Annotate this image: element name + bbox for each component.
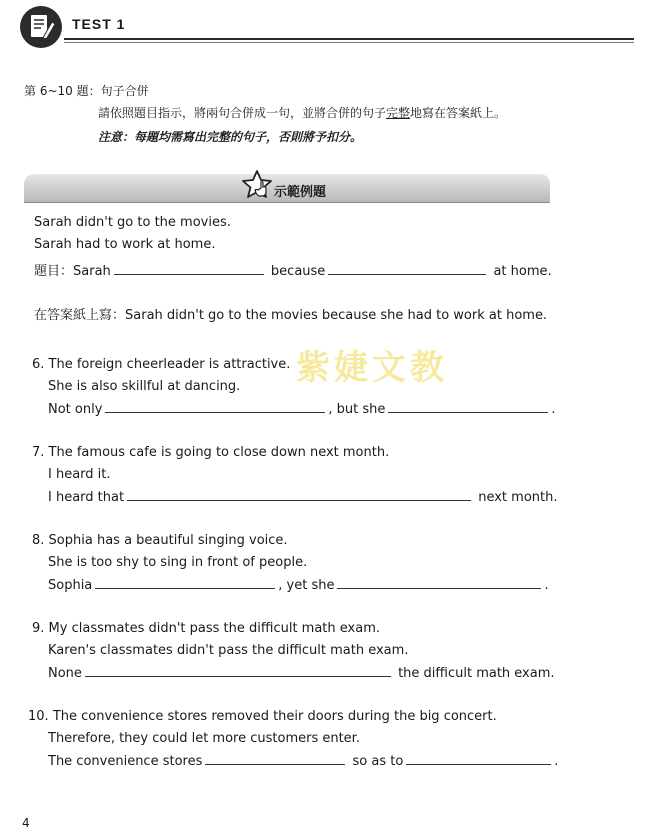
example-prompt bbox=[34, 260, 552, 279]
test-logo bbox=[20, 6, 62, 48]
pencil-paper-icon bbox=[20, 6, 62, 48]
prompt-end: . bbox=[554, 754, 559, 769]
answer-blank bbox=[105, 411, 325, 413]
answer-blank bbox=[95, 587, 275, 589]
section-instruction bbox=[98, 104, 506, 121]
prompt-start: I heard that bbox=[48, 490, 125, 505]
answer-blank bbox=[406, 763, 551, 765]
example-blank-2 bbox=[328, 273, 486, 275]
page-number: 4 bbox=[22, 816, 30, 830]
question-9-line-1 bbox=[32, 621, 380, 636]
question-number: 10. bbox=[28, 709, 49, 724]
prompt-end: . bbox=[544, 578, 549, 593]
question-sentence: The famous cafe is going to close down next month. bbox=[48, 445, 390, 460]
prompt-start: Sophia bbox=[48, 578, 93, 593]
prompt-start: None bbox=[48, 666, 82, 681]
question-6-prompt bbox=[48, 402, 556, 417]
instruction-text: 請依照題目指示，將兩句合併成一句，並將合併的句子 bbox=[98, 106, 387, 120]
example-banner-label: 示範例題 bbox=[274, 185, 327, 200]
question-10-prompt bbox=[48, 754, 558, 769]
prompt-start: The convenience stores bbox=[48, 754, 203, 769]
star-icon bbox=[240, 168, 274, 206]
question-number: 9. bbox=[32, 621, 45, 636]
header-rule bbox=[64, 38, 634, 40]
example-prompt-end: at home. bbox=[493, 264, 552, 279]
instruction-emphasis: 完整 bbox=[386, 106, 411, 120]
question-7-line-1 bbox=[32, 445, 389, 460]
question-6-line-2: She is also skillful at dancing. bbox=[48, 379, 241, 394]
question-7-prompt bbox=[48, 490, 557, 505]
question-7-line-2: I heard it. bbox=[48, 467, 111, 482]
prompt-end: next month. bbox=[478, 490, 558, 505]
example-answer: 在答案紙上寫：Sarah didn't go to the movies because she had to work at home. bbox=[34, 308, 548, 323]
prompt-mid: , but she bbox=[328, 402, 386, 417]
prompt-start: Not only bbox=[48, 402, 103, 417]
example-prompt-mid: because bbox=[270, 264, 326, 279]
question-10-line-1 bbox=[28, 709, 497, 724]
example-sentence-1: Sarah didn't go to the movies. bbox=[34, 215, 231, 230]
question-8-line-1 bbox=[32, 533, 288, 548]
prompt-mid: , yet she bbox=[278, 578, 335, 593]
question-sentence: Sophia has a beautiful singing voice. bbox=[48, 533, 288, 548]
answer-blank bbox=[85, 675, 391, 677]
test-title: TEST 1 bbox=[72, 16, 126, 32]
answer-blank bbox=[205, 763, 345, 765]
section-title: 第 6~10 題：句子合併 bbox=[24, 84, 149, 98]
question-number: 8. bbox=[32, 533, 45, 548]
prompt-end: . bbox=[551, 402, 556, 417]
header-rule-thin bbox=[64, 42, 634, 43]
answer-blank bbox=[388, 411, 548, 413]
question-10-line-2: Therefore, they could let more customers enter. bbox=[48, 731, 360, 746]
example-blank-1 bbox=[114, 273, 264, 275]
section-note: 注意：每題均需寫出完整的句子，否則將予扣分。 bbox=[98, 130, 363, 144]
answer-blank bbox=[337, 587, 541, 589]
prompt-mid: so as to bbox=[352, 754, 404, 769]
question-sentence: The foreign cheerleader is attractive. bbox=[48, 357, 291, 372]
watermark: 紫婕文教 bbox=[296, 348, 448, 388]
question-9-prompt bbox=[48, 666, 555, 681]
example-prompt-start: 題目：Sarah bbox=[34, 264, 111, 279]
question-9-line-2: Karen's classmates didn't pass the difficult math exam. bbox=[48, 643, 409, 658]
question-6-line-1 bbox=[32, 357, 290, 372]
prompt-end: the difficult math exam. bbox=[398, 666, 555, 681]
question-8-prompt bbox=[48, 578, 549, 593]
question-number: 6. bbox=[32, 357, 45, 372]
answer-blank bbox=[127, 499, 471, 501]
example-sentence-2: Sarah had to work at home. bbox=[34, 237, 216, 252]
question-sentence: My classmates didn't pass the difficult math exam. bbox=[48, 621, 380, 636]
question-number: 7. bbox=[32, 445, 45, 460]
question-8-line-2: She is too shy to sing in front of people. bbox=[48, 555, 308, 570]
question-sentence: The convenience stores removed their doors during the big concert. bbox=[52, 709, 497, 724]
instruction-text-end: 地寫在答案紙上。 bbox=[410, 106, 507, 120]
